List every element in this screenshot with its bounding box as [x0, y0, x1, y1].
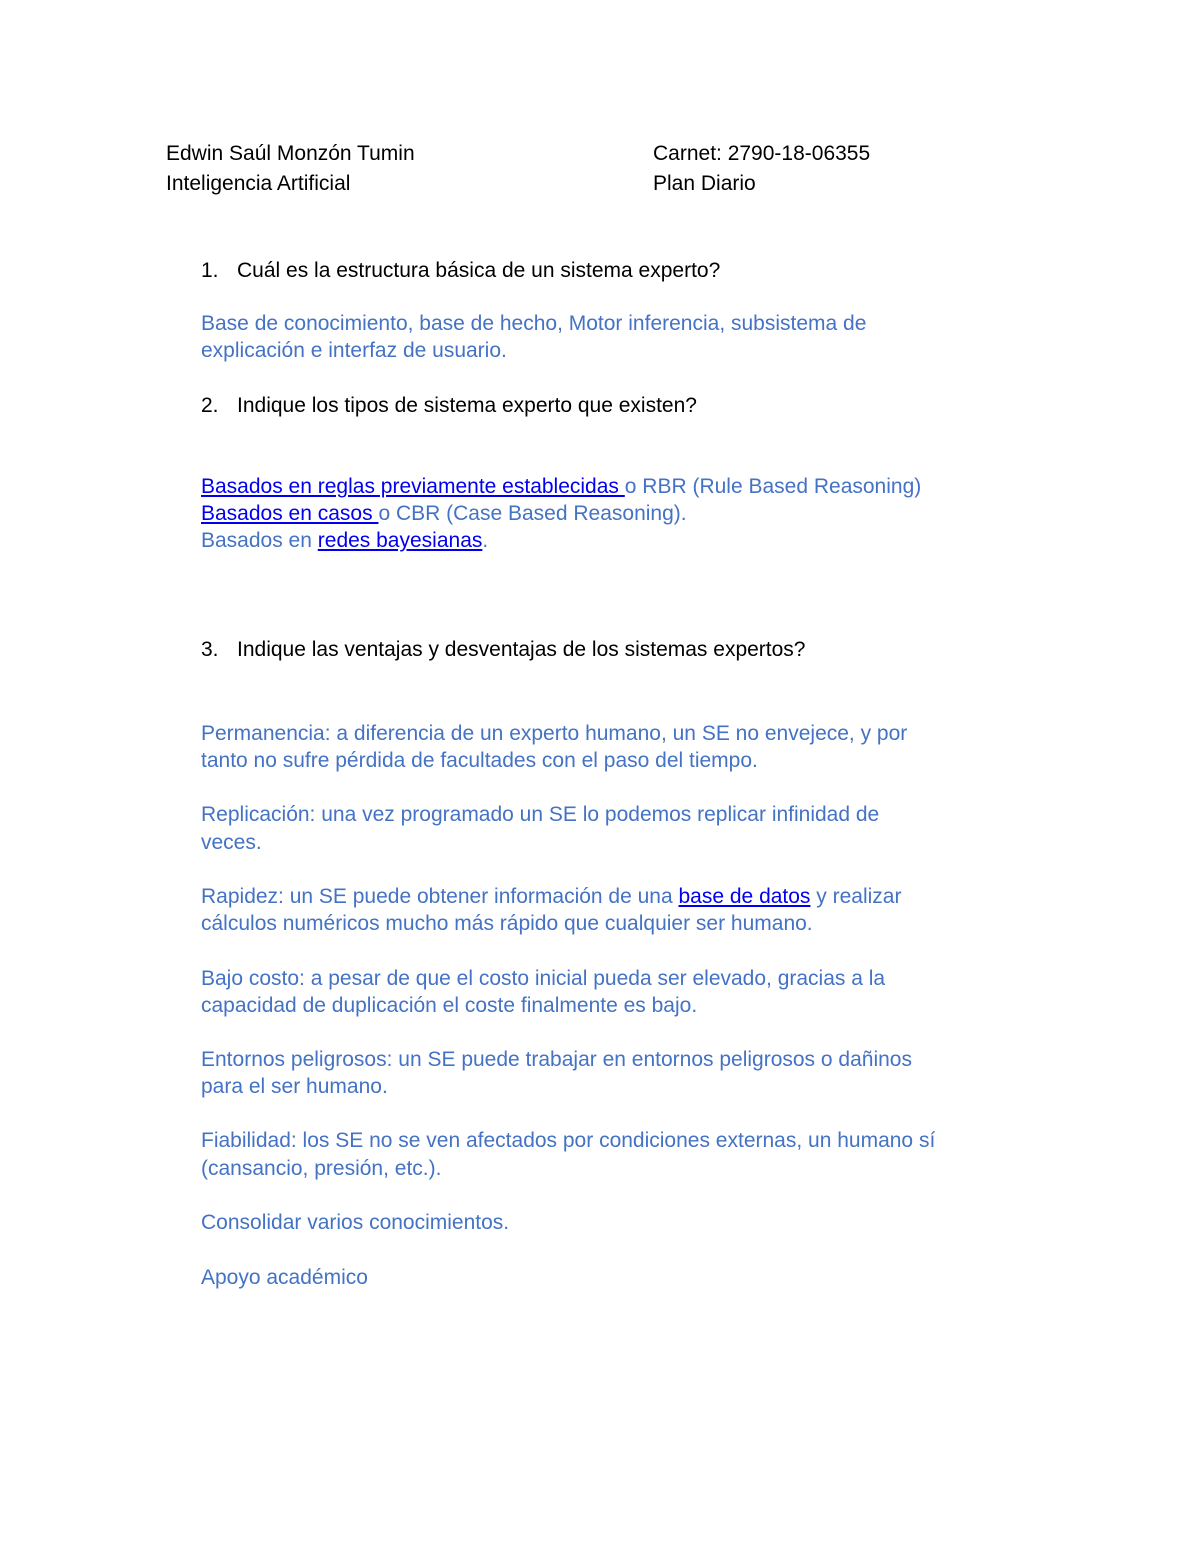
rapidez-line-1 — [201, 883, 901, 910]
replicacion-line-2: veces. — [201, 831, 262, 854]
rapidez-prefix: Rapidez: un SE puede obtener información de una — [201, 885, 679, 908]
answer-1-line-1: Base de conocimiento, base de hecho, Motor inferencia, subsistema de — [201, 312, 867, 335]
question-2 — [201, 392, 697, 419]
permanencia-line-1: Permanencia: a diferencia de un experto humano, un SE no envejece, y por — [201, 722, 908, 745]
cbr-text: o CBR (Case Based Reasoning). — [378, 502, 687, 525]
question-number: 3. — [201, 638, 219, 661]
fiabilidad-line-1: Fiabilidad: los SE no se ven afectados por condiciones externas, un humano sí — [201, 1129, 936, 1152]
question-text: Indique las ventajas y desventajas de los sistemas expertos? — [237, 638, 806, 661]
question-number: 1. — [201, 259, 219, 282]
rbr-link[interactable]: Basados en reglas previamente establecidas — [201, 475, 625, 498]
rbr-text: o RBR (Rule Based Reasoning) — [624, 475, 922, 498]
answer-2-line-3 — [201, 527, 488, 554]
student-name: Edwin Saúl Monzón Tumin — [166, 142, 415, 165]
question-1 — [201, 257, 720, 284]
question-text: Indique los tipos de sistema experto que existen? — [237, 394, 697, 417]
course-name: Inteligencia Artificial — [166, 172, 351, 195]
bayes-link[interactable]: redes bayesianas — [317, 529, 483, 552]
answer-2-line-2 — [201, 500, 687, 527]
base-de-datos-link[interactable]: base de datos — [678, 885, 811, 908]
answer-2-line-1 — [201, 473, 921, 500]
bajo-costo-line-2: capacidad de duplicación el coste finalmente es bajo. — [201, 994, 698, 1017]
entornos-line-1: Entornos peligrosos: un SE puede trabajar en entornos peligrosos o dañinos — [201, 1048, 912, 1071]
cbr-link[interactable]: Basados en casos — [201, 502, 379, 525]
consolidar: Consolidar varios conocimientos. — [201, 1211, 510, 1234]
bayes-prefix: Basados en — [201, 529, 318, 552]
bayes-suffix: . — [482, 529, 489, 552]
apoyo: Apoyo académico — [201, 1266, 368, 1289]
permanencia-line-2: tanto no sufre pérdida de facultades con el paso del tiempo. — [201, 749, 758, 772]
entornos-line-2: para el ser humano. — [201, 1075, 388, 1098]
plan-label: Plan Diario — [653, 172, 756, 195]
rapidez-line-2: cálculos numéricos mucho más rápido que cualquier ser humano. — [201, 912, 813, 935]
carnet: Carnet: 2790-18-06355 — [653, 142, 871, 165]
rapidez-suffix: y realizar — [810, 885, 902, 908]
replicacion-line-1: Replicación: una vez programado un SE lo podemos replicar infinidad de — [201, 803, 880, 826]
bajo-costo-line-1: Bajo costo: a pesar de que el costo inicial pueda ser elevado, gracias a la — [201, 967, 886, 990]
question-text: Cuál es la estructura básica de un sistema experto? — [237, 259, 721, 282]
answer-1-line-2: explicación e interfaz de usuario. — [201, 339, 507, 362]
question-number: 2. — [201, 394, 219, 417]
fiabilidad-line-2: (cansancio, presión, etc.). — [201, 1157, 442, 1180]
question-3 — [201, 636, 806, 663]
